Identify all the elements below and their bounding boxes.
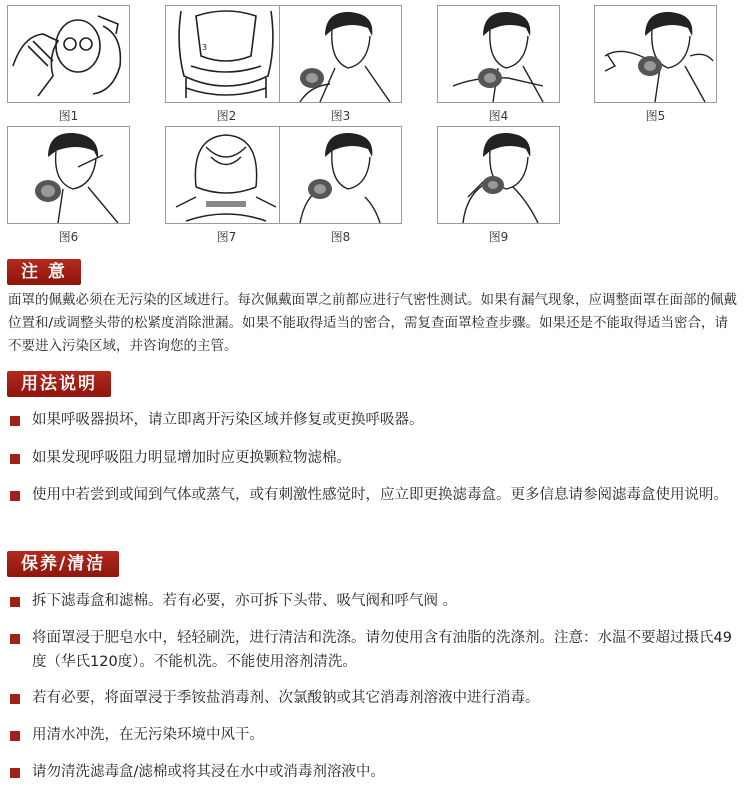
bullet-square-icon (10, 416, 20, 426)
man-pulling-straps-illustration (595, 6, 716, 102)
list-item (10, 686, 742, 710)
list-item (10, 626, 742, 674)
notice-heading: 注 意 (7, 259, 81, 285)
care-heading: 保养/清洁 (7, 551, 119, 577)
list-item-text: 拆下滤毒盒和滤棉。若有必要，亦可拆下头带、吸气阀和呼气阀 。 (32, 593, 458, 609)
list-item (10, 446, 742, 470)
figure-caption: 图6 (58, 230, 79, 244)
list-item-text: 如果发现呼吸阻力明显增加时应更换颗粒物滤棉。 (32, 450, 351, 466)
man-adjusting-strap-illustration (438, 6, 559, 102)
usage-heading: 用法说明 (7, 371, 111, 397)
hands-holding-mask-illustration (8, 6, 129, 102)
list-item (10, 408, 742, 432)
man-hands-on-mask-illustration (280, 127, 401, 223)
figure-caption: 图1 (58, 109, 79, 123)
list-item (10, 760, 742, 784)
list-item-text: 请勿清洗滤毒盒/滤棉或将其浸在水中或消毒剂溶液中。 (32, 764, 385, 780)
figure-caption: 图2 (216, 109, 237, 123)
figure-5 (594, 5, 717, 124)
list-item (10, 723, 742, 747)
figure-7 (165, 126, 288, 245)
figure-caption: 图5 (645, 109, 666, 123)
figure-2-number: 3 (202, 43, 208, 52)
bullet-square-icon (10, 694, 20, 704)
bullet-square-icon (10, 597, 20, 607)
figure-2 (165, 5, 288, 124)
figure-1 (7, 5, 130, 124)
list-item (10, 483, 742, 507)
figure-3 (279, 5, 402, 124)
figure-8 (279, 126, 402, 245)
figure-9 (437, 126, 560, 245)
notice-text: 面罩的佩戴必须在无污染的区域进行。每次佩戴面罩之前都应进行气密性测试。如果有漏气现象，应调整面罩在面部的佩戴位置和/或调整头带的松紧度消除泄漏。如果不能取得适当的密合，需复查面罩检查步骤。如果还是不能取得适当密合，请不要进入污染区域，并咨询您的主管。 (8, 292, 737, 354)
figure-caption: 图7 (216, 230, 237, 244)
man-fitting-mask-illustration (280, 6, 401, 102)
list-item-text: 用清水冲洗，在无污染环境中风干。 (32, 727, 264, 743)
figure-caption: 图8 (330, 230, 351, 244)
bullet-square-icon (10, 768, 20, 778)
bullet-square-icon (10, 454, 20, 464)
figure-4 (437, 5, 560, 124)
man-wearing-mask-side-illustration (8, 127, 129, 223)
list-item-text: 若有必要，将面罩浸于季铵盐消毒剂、次氯酸钠或其它消毒剂溶液中进行消毒。 (32, 690, 540, 706)
mask-interior-illustration (166, 6, 287, 102)
bullet-square-icon (10, 731, 20, 741)
man-seal-check-illustration (438, 127, 559, 223)
list-item-text: 将面罩浸于肥皂水中，轻轻刷洗，进行清洁和洗涤。请勿使用含有油脂的洗涤剂。注意：水温不要超过摄氏49度（华氏120度）。不能机洗。不能使用溶剂清洗。 (32, 630, 732, 670)
head-straps-back-view-illustration (166, 127, 287, 223)
figure-6 (7, 126, 130, 245)
bullet-square-icon (10, 491, 20, 501)
list-item-text: 使用中若尝到或闻到气体或蒸气，或有刺激性感觉时，应立即更换滤毒盒。更多信息请参阅滤毒盒使用说明。 (32, 487, 728, 503)
figure-caption: 图3 (330, 109, 351, 123)
figure-caption: 图4 (488, 109, 509, 123)
list-item-text: 如果呼吸器损坏，请立即离开污染区域并修复或更换呼吸器。 (32, 412, 424, 428)
list-item (10, 589, 742, 613)
figure-caption: 图9 (488, 230, 509, 244)
bullet-square-icon (10, 634, 20, 644)
